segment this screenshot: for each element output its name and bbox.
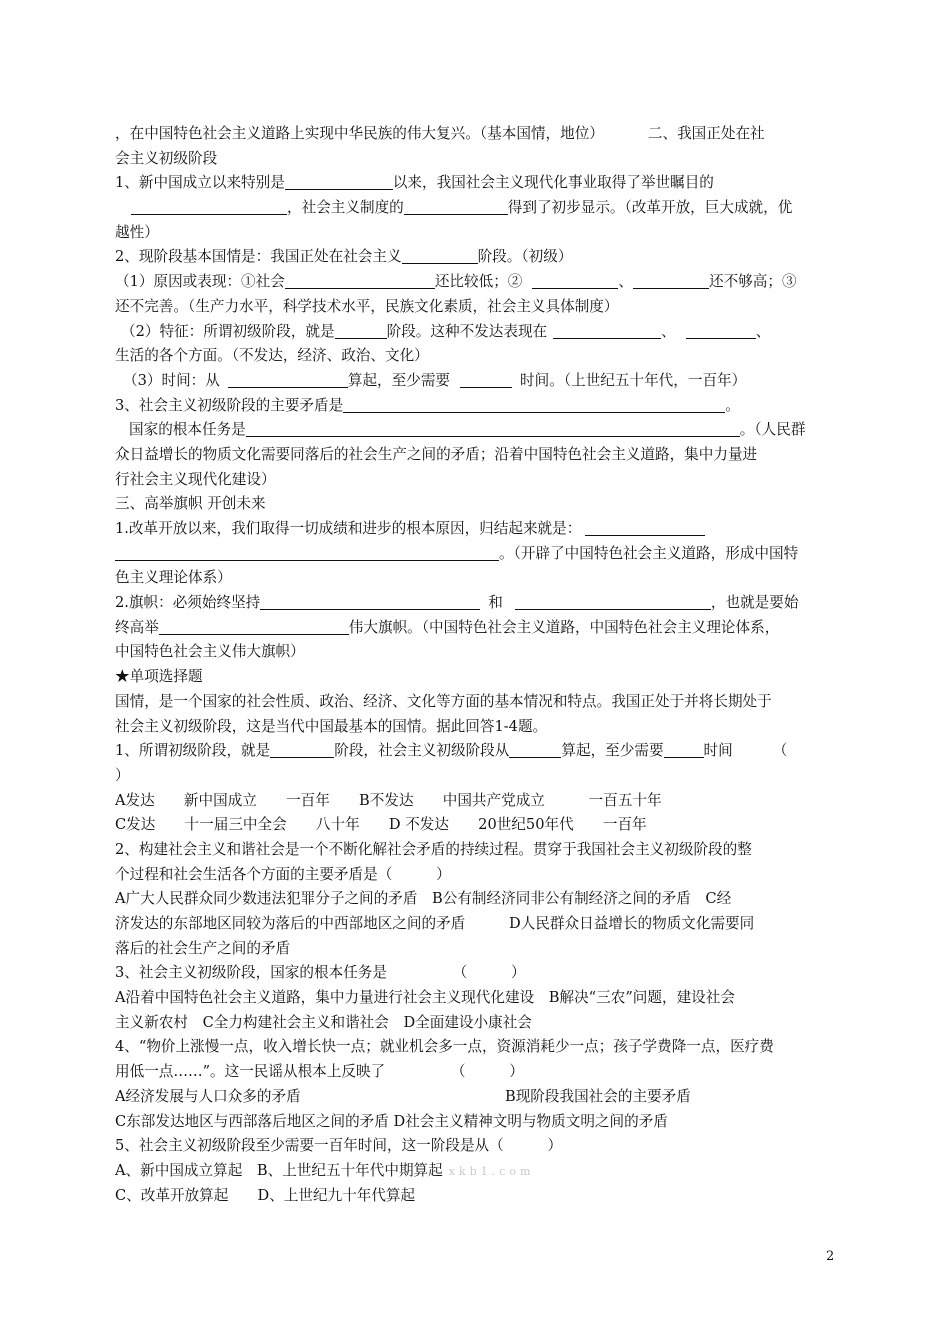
text-line: （3）时间：从 算起，至少需要 时间。（上世纪五十年代，一百年） (123, 371, 747, 389)
section-heading: 三、高举旗帜 开创未来 (115, 495, 266, 513)
text-line: 国情，是一个国家的社会性质、政治、经济、文化等方面的基本情况和特点。我国正处于并将长期处于 (115, 692, 772, 710)
answer-option: A发达 新中国成立 一百年 B不发达 中国共产党成立 一百五十年 (115, 791, 662, 809)
text-line: 社会主义初级阶段，这是当代中国最基本的国情。据此回答1-4题。 (115, 717, 548, 735)
text-line: 2.旗帜：必须始终坚持 和 ，也就是要始 (115, 594, 799, 612)
text-line: 众日益增长的物质文化需要同落后的社会生产之间的矛盾；沿着中国特色社会主义道路，集中力量进 (115, 445, 758, 463)
blank-line (343, 397, 725, 413)
text-line: ） (115, 766, 130, 784)
blank-line (285, 273, 435, 289)
question-stem: 用低一点……”。这一民谣从根本上反映了 （ ） (115, 1063, 524, 1081)
text-line: 中国特色社会主义伟大旗帜） (115, 643, 305, 661)
question-stem: 4、“物价上涨慢一点，收入增长快一点；就业机会多一点，资源消耗少一点；孩子学费降一点，医疗费 (115, 1038, 774, 1056)
text-line: （2）特征：所谓初级阶段，就是 阶段。这种不发达表现在 、 、 (121, 322, 771, 340)
text-line: 国家的根本任务是 。（人民群 (129, 421, 806, 439)
blank-line (585, 520, 705, 536)
text-line: 会主义初级阶段 (115, 149, 218, 167)
text-line: 。（开辟了中国特色社会主义道路，形成中国特 (115, 542, 839, 567)
text-line: 色主义理论体系） (115, 569, 232, 587)
page-number: 2 (826, 1249, 835, 1264)
blank-line (159, 619, 349, 635)
answer-option: A沿着中国特色社会主义道路，集中力量进行社会主义现代化建设 B解决“三农”问题，建设社会 (115, 989, 735, 1007)
question-stem: 1、所谓初级阶段，就是 阶段，社会主义初级阶段从 算起，至少需要 时间 （ (115, 742, 788, 760)
question-stem: 5、社会主义初级阶段至少需要一百年时间，这一阶段是从（ ） (115, 1137, 563, 1155)
blank-line (260, 594, 480, 610)
text-line: 越性） (115, 223, 159, 241)
answer-option: A广大人民群众同少数违法犯罪分子之间的矛盾 B公有制经济同非公有制经济之间的矛盾 C经 (115, 890, 732, 908)
blank-line (633, 273, 709, 289)
text-line: （1）原因或表现：①社会 还比较低；② 、 还不够高；③ (115, 273, 797, 291)
blank-line (270, 742, 334, 758)
answer-option: A、新中国成立算起 B、上世纪五十年代中期算起 xkb1.com (115, 1161, 535, 1179)
text-line: 还不完善。（生产力水平，科学技术水平，民族文化素质，社会主义具体制度） (115, 297, 619, 315)
blank-line (553, 323, 661, 339)
answer-option: A经济发展与人口众多的矛盾 B现阶段我国社会的主要矛盾 (115, 1087, 691, 1105)
text-line: 行社会主义现代化建设） (115, 470, 276, 488)
blank-line (402, 248, 478, 264)
answer-option: C发达 十一届三中全会 八十年 D 不发达 20世纪50年代 一百年 (115, 816, 647, 834)
question-stem: 3、社会主义初级阶段，国家的根本任务是 （ ） (115, 964, 526, 982)
answer-option: 主义新农村 C全力构建社会主义和谐社会 D全面建设小康社会 (115, 1013, 532, 1031)
text-line: 1、新中国成立以来特别是 以来，我国社会主义现代化事业取得了举世瞩目的 (115, 174, 714, 192)
text-line: 3、社会主义初级阶段的主要矛盾是 。 (115, 396, 740, 414)
blank-line (228, 372, 348, 388)
blank-line (335, 323, 387, 339)
blank-line (460, 372, 512, 388)
blank-line (509, 742, 561, 758)
answer-option: C、改革开放算起 D、上世纪九十年代算起 (115, 1186, 416, 1204)
blank-line (404, 199, 508, 215)
blank-line (515, 594, 711, 610)
document-body (115, 122, 839, 1208)
text-line: 生活的各个方面。（不发达，经济、政治、文化） (115, 347, 429, 365)
text-line: ，社会主义制度的 得到了初步显示。（改革开放，巨大成就，优 (115, 196, 839, 221)
answer-option: 济发达的东部地区同较为落后的中西部地区之间的矛盾 D人民群众日益增长的物质文化需要同 (115, 915, 755, 932)
blank-line (532, 273, 618, 289)
question-stem: 2、构建社会主义和谐社会是一个不断化解社会矛盾的持续过程。贯穿于我国社会主义初级阶段的整 (115, 840, 752, 858)
watermark-text: xkb1.com (448, 1164, 535, 1178)
answer-option: C东部发达地区与西部落后地区之间的矛盾 D社会主义精神文明与物质文明之间的矛盾 (115, 1112, 668, 1130)
answer-option: 落后的社会生产之间的矛盾 (115, 939, 291, 957)
blank-line (686, 323, 756, 339)
text-line: 2、现阶段基本国情是：我国正处在社会主义 阶段。（初级） (115, 248, 573, 266)
text-line: 1.改革开放以来，我们取得一切成绩和进步的根本原因，归结起来就是： (115, 517, 839, 542)
blank-line (664, 742, 704, 758)
blank-line (131, 199, 287, 215)
text-line: ，在中国特色社会主义道路上实现中华民族的伟大复兴。（基本国情，地位） 二、我国正处在社 (115, 125, 765, 142)
section-heading: ★单项选择题 (115, 668, 203, 686)
blank-line (285, 174, 393, 190)
blank-line (115, 545, 499, 561)
blank-line (246, 421, 740, 437)
text-line: 终高举 伟大旗帜。（中国特色社会主义道路，中国特色社会主义理论体系， (115, 618, 780, 636)
question-stem: 个过程和社会生活各个方面的主要矛盾是（ ） (115, 865, 451, 883)
